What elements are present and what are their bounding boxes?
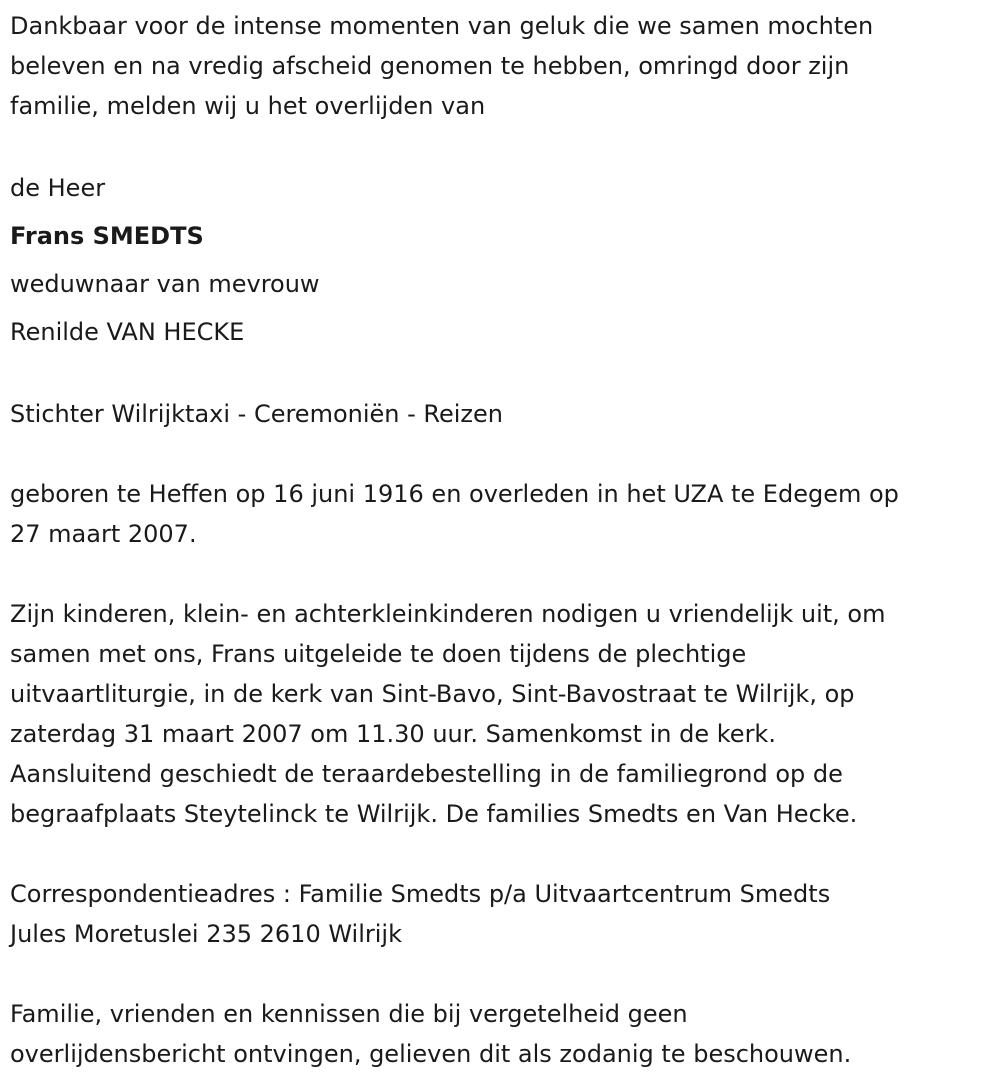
- spacer: [10, 434, 1000, 474]
- spouse-name: Renilde VAN HECKE: [10, 318, 245, 346]
- birth-death-paragraph: [10, 474, 1000, 554]
- intro-line: Dankbaar voor de intense momenten van geluk die we samen mochten: [10, 12, 874, 40]
- funeral-line: uitvaartliturgie, in de kerk van Sint-Bavo, Sint-Bavostraat te Wilrijk, op: [10, 680, 855, 708]
- spacer: [10, 954, 1000, 994]
- funeral-paragraph: [10, 594, 1000, 834]
- intro-line: beleven en na vredig afscheid genomen te hebben, omringd door zijn: [10, 52, 850, 80]
- founder-paragraph: [10, 394, 1000, 434]
- spacer: [10, 356, 1000, 394]
- funeral-line: Aansluitend geschiedt de teraardebestelling in de familiegrond op de: [10, 760, 843, 788]
- spacer: [10, 554, 1000, 594]
- closing-paragraph: [10, 994, 1000, 1074]
- funeral-line: zaterdag 31 maart 2007 om 11.30 uur. Samenkomst in de kerk.: [10, 720, 776, 748]
- funeral-line: begraafplaats Steytelinck te Wilrijk. De families Smedts en Van Hecke.: [10, 800, 858, 828]
- spacer: [10, 126, 1000, 164]
- deceased-name: Frans SMEDTS: [10, 222, 204, 250]
- closing-line: overlijdensbericht ontvingen, gelieven dit als zodanig te beschouwen.: [10, 1040, 852, 1068]
- deceased-relation: weduwnaar van mevrouw: [10, 270, 320, 298]
- intro-paragraph: [10, 6, 1000, 126]
- correspondence-line: Jules Moretuslei 235 2610 Wilrijk: [10, 920, 402, 948]
- birth-death-line: 27 maart 2007.: [10, 520, 197, 548]
- intro-line: familie, melden wij u het overlijden van: [10, 92, 486, 120]
- correspondence-line: Correspondentieadres : Familie Smedts p/a Uitvaartcentrum Smedts: [10, 880, 831, 908]
- funeral-line: samen met ons, Frans uitgeleide te doen tijdens de plechtige: [10, 640, 747, 668]
- correspondence-paragraph: [10, 874, 1000, 954]
- birth-death-line: geboren te Heffen op 16 juni 1916 en overleden in het UZA te Edegem op: [10, 480, 899, 508]
- closing-line: Familie, vrienden en kennissen die bij vergetelheid geen: [10, 1000, 688, 1028]
- deceased-title: de Heer: [10, 174, 106, 202]
- founder-line: Stichter Wilrijktaxi - Ceremoniën - Reizen: [10, 400, 504, 428]
- deceased-block: [10, 164, 1000, 356]
- funeral-line: Zijn kinderen, klein- en achterkleinkinderen nodigen u vriendelijk uit, om: [10, 600, 886, 628]
- spacer: [10, 834, 1000, 874]
